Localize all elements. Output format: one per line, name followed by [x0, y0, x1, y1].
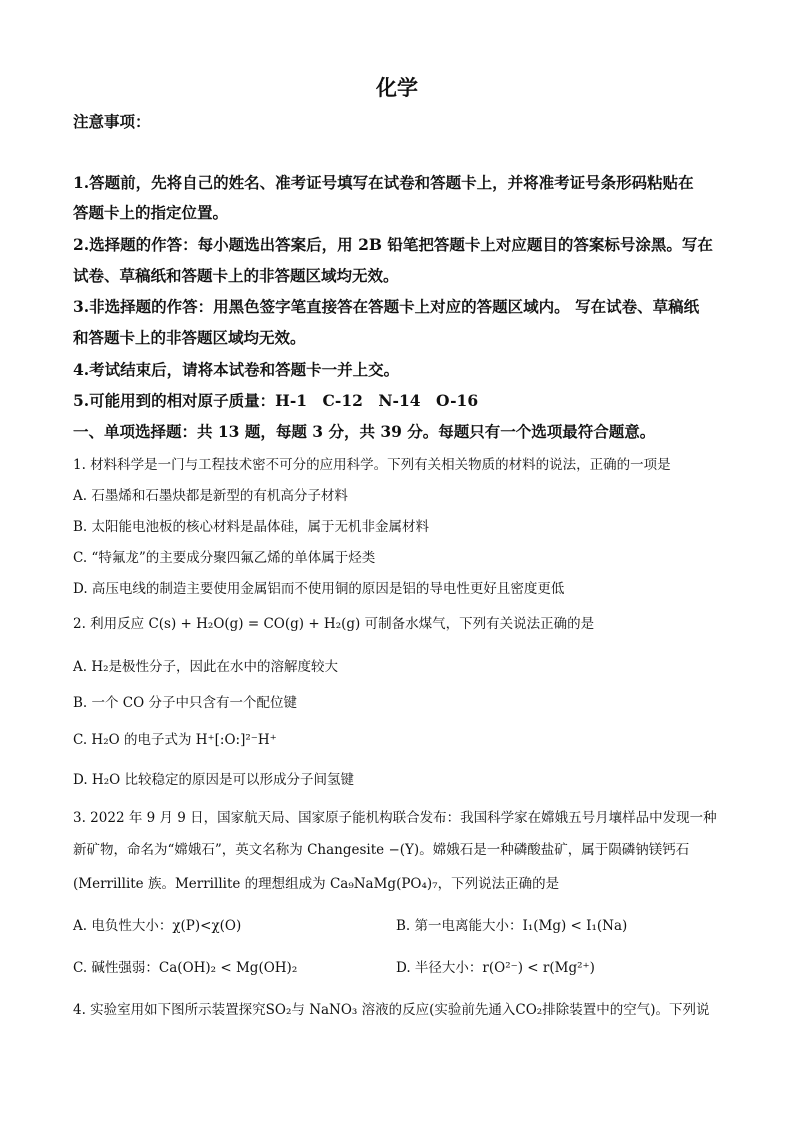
question-1-option-b: B. 太阳能电池板的核心材料是晶体硅，属于无机非金属材料: [73, 519, 430, 535]
question-2-stem: 2. 利用反应 C(s) + H₂O(g) = CO(g) + H₂(g) 可制备水煤气，下列有关说法正确的是: [73, 616, 595, 632]
question-3-stem-line-2: 新矿物，命名为“嫦娥石”，英文名称为 Changesite −(Y)。嫦娥石是一种磷酸盐矿，属于陨磷钠镁钙石: [73, 842, 690, 858]
question-3-stem-line-3: (Merrillite 族。Merrillite 的理想组成为 Ca₉NaMg(PO₄)₇，下列说法正确的是: [73, 876, 560, 892]
question-1-option-a: A. 石墨烯和石墨炔都是新型的有机高分子材料: [73, 488, 348, 504]
question-3-stem-line-1: 3. 2022 年 9 月 9 日，国家航天局、国家原子能机构联合发布：我国科学家在嫦娥五号月壤样品中发现一种: [73, 810, 717, 826]
question-2-option-c: C. H₂O 的电子式为 H⁺[:O:]²⁻H⁺: [73, 732, 277, 748]
question-1-option-c: C. “特氟龙”的主要成分聚四氟乙烯的单体属于烃类: [73, 550, 376, 566]
question-1-stem: 1. 材料科学是一门与工程技术密不可分的应用科学。下列有关相关物质的材料的说法，正确的一项是: [73, 457, 671, 473]
question-4-stem: 4. 实验室用如下图所示装置探究SO₂与 NaNO₃ 溶液的反应(实验前先通入CO₂排除装置中的空气)。下列说: [73, 1002, 710, 1018]
notice-line: 5.可能用到的相对原子质量：H-1 C-12 N-14 O-16: [73, 391, 479, 410]
question-3-option-a: A. 电负性大小：χ(P)<χ(O): [73, 918, 242, 934]
notice-line: 1.答题前，先将自己的姓名、准考证号填写在试卷和答题卡上，并将准考证号条形码粘贴在: [73, 173, 694, 192]
notice-line: 2.选择题的作答：每小题选出答案后，用 2B 铅笔把答题卡上对应题目的答案标号涂黑。写在: [73, 235, 713, 254]
page-title: 化学: [376, 75, 418, 100]
notice-heading: 注意事项：: [73, 112, 151, 131]
notice-line: 和答题卡上的非答题区域均无效。: [73, 328, 306, 347]
notice-line: 4.考试结束后，请将本试卷和答题卡一并上交。: [73, 360, 400, 379]
question-2-option-d: D. H₂O 比较稳定的原因是可以形成分子间氢键: [73, 772, 354, 788]
notice-line: 答题卡上的指定位置。: [73, 203, 229, 222]
question-2-option-b: B. 一个 CO 分子中只含有一个配位键: [73, 695, 297, 711]
question-2-option-a: A. H₂是极性分子，因此在水中的溶解度较大: [73, 659, 339, 675]
question-3-option-b: B. 第一电离能大小：I₁(Mg) < I₁(Na): [396, 918, 628, 934]
notice-line: 3.非选择题的作答：用黑色签字笔直接答在答题卡上对应的答题区域内。 写在试卷、草稿纸: [73, 297, 700, 316]
notice-line: 试卷、草稿纸和答题卡上的非答题区域均无效。: [73, 266, 399, 285]
question-1-option-d: D. 高压电线的制造主要使用金属铝而不使用铜的原因是铝的导电性更好且密度更低: [73, 581, 565, 597]
section-heading: 一、单项选择题：共 13 题，每题 3 分，共 39 分。每题只有一个选项最符合题意。: [73, 422, 656, 441]
question-3-option-c: C. 碱性强弱：Ca(OH)₂ < Mg(OH)₂: [73, 960, 298, 976]
question-3-option-d: D. 半径大小：r(O²⁻) < r(Mg²⁺): [396, 960, 595, 976]
